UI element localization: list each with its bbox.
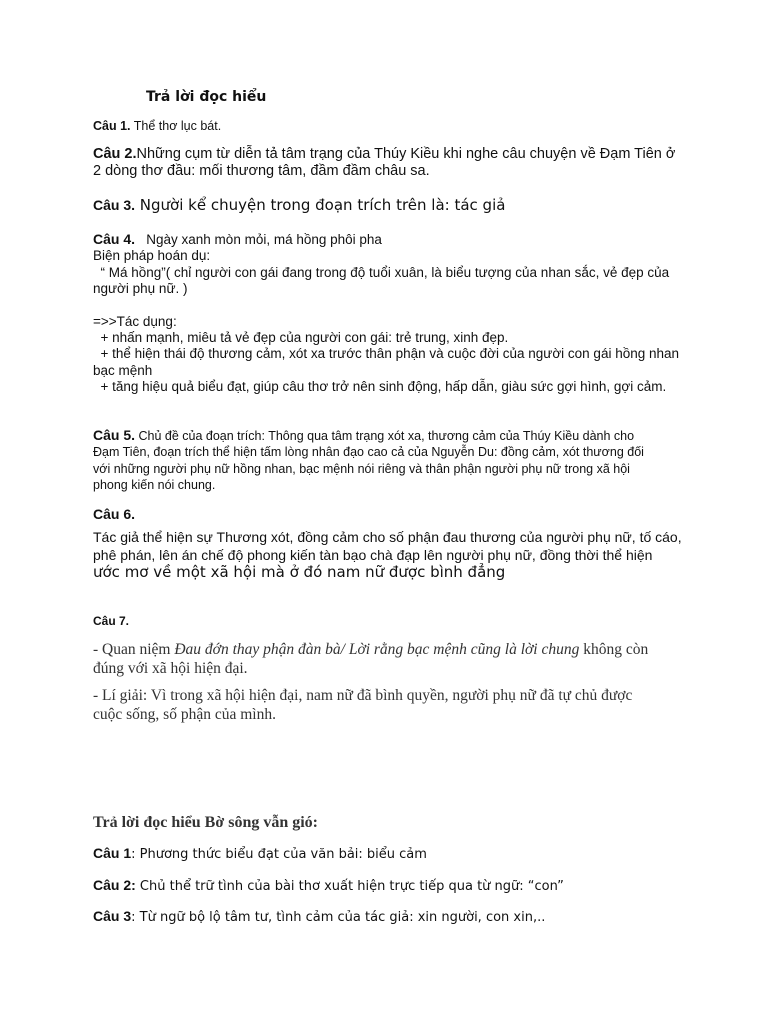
q7-p1-quote: Đau đớn thay phận đàn bà/ Lời rằng bạc mệnh cũng là lời chung: [174, 641, 580, 658]
q7-p1-pre: - Quan niệm: [93, 641, 175, 658]
q6-label: Câu 6.: [93, 506, 136, 522]
q1: [93, 119, 675, 133]
s2-q2-text: Chủ thể trữ tình của bài thơ xuất hiện trực tiếp qua từ ngữ: “con”: [135, 879, 564, 894]
q2: [93, 146, 683, 180]
q3: [93, 196, 675, 215]
q5: [93, 427, 663, 494]
q4-explain: “ Má hồng”( chỉ người con gái đang trong độ tuổi xuân, là biểu tượng của nhan sắc, vẻ đẹp của người phụ nữ. ): [93, 264, 673, 297]
q4: [93, 231, 681, 396]
q4-device: Biện pháp hoán dụ:: [93, 248, 211, 264]
s2-q3: [93, 908, 675, 925]
q2-label: Câu 2.: [93, 146, 137, 162]
doc-title: Trả lời đọc hiểu: [146, 89, 267, 105]
q3-text: Người kể chuyện trong đoạn trích trên là: tác giả: [135, 196, 506, 214]
s2-q2: [93, 877, 675, 894]
q5-label: Câu 5.: [93, 427, 136, 443]
q4-effect-1: + nhấn mạnh, miêu tả vẻ đẹp của người con gái: trẻ trung, xinh đẹp.: [93, 330, 509, 346]
s2-q1: [93, 845, 675, 862]
q4-label: Câu 4.: [93, 231, 136, 247]
s2-q1-label: Câu 1: [93, 845, 132, 861]
q1-text: Thể thơ lục bát.: [130, 119, 222, 133]
q2-text: Những cụm từ diễn tả tâm trạng của Thúy Kiều khi nghe câu chuyện về Đạm Tiên ở 2 dòng thơ đầu: mối thương tâm, đầm đầm châu sa.: [93, 146, 676, 179]
q6: [93, 529, 683, 582]
s2-q2-label: Câu 2:: [93, 877, 136, 893]
q4-quote: Ngày xanh mòn mỏi, má hồng phôi pha: [135, 232, 382, 247]
section2-title: Trả lời đọc hiểu Bờ sông vẫn gió:: [93, 814, 319, 831]
q3-label: Câu 3.: [93, 197, 136, 213]
s2-q3-text: : Từ ngữ bộ lộ tâm tư, tình cảm của tác giả: xin người, con xin,..: [131, 910, 546, 925]
q7-p2: - Lí giải: Vì trong xã hội hiện đại, nam nữ đã bình quyền, người phụ nữ đã tự chủ được cuộc sống, số phận của mình.: [93, 687, 633, 723]
q7-p1: [93, 640, 673, 678]
q5-text: Chủ đề của đoạn trích: Thông qua tâm trạng xót xa, thương cảm của Thúy Kiều dành cho Đạm Tiên, đoạn trích thể hiện tấm lòng nhân đạo cao cả của Nguyễn Du: đồng cảm, xót thương đối với những người phụ nữ hồng nhan, bạc mệnh nói riêng và thân phận người phụ nữ trong xã hội phong kiến nói chung.: [93, 429, 644, 493]
q1-label: Câu 1.: [93, 119, 131, 133]
s2-q3-label: Câu 3: [93, 908, 132, 924]
q4-effect-2: + thể hiện thái độ thương cảm, xót xa trước thân phận và cuộc đời của người con gái hồng nhan bạc mệnh: [93, 346, 683, 378]
q4-effect-title: =>>Tác dụng:: [93, 313, 177, 329]
q6-tail: ước mơ về một xã hội mà ở đó nam nữ được bình đẳng: [93, 563, 506, 581]
s2-q1-text: : Phương thức biểu đạt của văn bải: biểu cảm: [131, 847, 427, 862]
q7-label: Câu 7.: [93, 614, 130, 628]
q4-effect-3: + tăng hiệu quả biểu đạt, giúp câu thơ trở nên sinh động, hấp dẫn, giàu sức gợi hình, gợi cảm.: [93, 379, 667, 395]
q6-text: Tác giả thể hiện sự Thương xót, đồng cảm cho số phận đau thương của người phụ nữ, tố cáo, phê phán, lên án chế độ phong kiến tàn bạo chà đạp lên người phụ nữ, đồng thời thể hiện: [93, 529, 682, 563]
q7-p1-post: không còn đúng với xã hội hiện đại.: [93, 641, 649, 677]
